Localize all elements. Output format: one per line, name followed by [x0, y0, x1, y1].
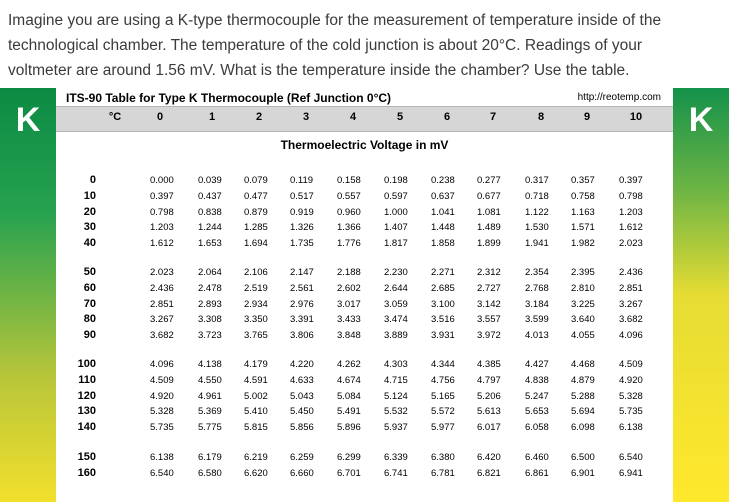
- table-cell: 1.448: [431, 222, 455, 234]
- table-cell: 1.244: [198, 222, 222, 234]
- question-line: technological chamber. The temperature of the cold junction is about 20°C. Readings of your: [8, 37, 643, 54]
- table-cell: 5.328: [619, 390, 643, 402]
- table-cell: 2.106: [244, 267, 268, 278]
- table-cell: 4.715: [384, 374, 408, 386]
- table-cell: 6.420: [477, 452, 501, 463]
- table-cell: 0.597: [384, 190, 408, 202]
- table-cell: 1.489: [477, 222, 501, 234]
- table-cell: 5.937: [384, 422, 408, 434]
- table-cell: 1.366: [337, 222, 361, 234]
- row-label: 30: [83, 221, 96, 234]
- table-cell: 1.203: [150, 222, 174, 234]
- table-cell: 2.436: [150, 282, 174, 294]
- table-cell: 1.612: [619, 222, 643, 234]
- table-cell: 2.271: [431, 267, 455, 278]
- table-cell: 0.437: [198, 190, 222, 202]
- table-cell: 4.303: [384, 359, 408, 370]
- table-cell: 3.557: [477, 314, 501, 326]
- row-label: 90: [83, 329, 96, 342]
- column-header: 0: [156, 111, 164, 123]
- table-cell: 2.354: [525, 267, 549, 278]
- table-cell: 1.000: [384, 206, 408, 218]
- table-cell: 0.198: [384, 175, 408, 186]
- table-cell: 2.851: [619, 282, 643, 294]
- row-label: 110: [78, 373, 96, 386]
- table-cell: 3.142: [477, 298, 501, 310]
- table-cell: 6.660: [290, 467, 314, 479]
- table-cell: 5.653: [525, 406, 549, 418]
- table-cell: 6.179: [198, 452, 222, 463]
- table-cell: 3.599: [525, 314, 549, 326]
- table-cell: 0.919: [290, 206, 314, 218]
- table-cell: 5.288: [571, 390, 595, 402]
- table-cell: 4.138: [198, 359, 222, 370]
- table-cell: 1.982: [571, 238, 595, 250]
- row-label: 80: [83, 313, 96, 326]
- table-cell: 5.532: [384, 406, 408, 418]
- table-cell: 1.326: [290, 222, 314, 234]
- question-text: [8, 8, 720, 83]
- table-cell: 1.081: [477, 206, 501, 218]
- table-cell: 0.517: [290, 190, 314, 202]
- table-cell: 4.262: [337, 359, 361, 370]
- table-cell: 0.677: [477, 190, 501, 202]
- column-header: 2: [255, 111, 263, 123]
- table-cell: 1.571: [571, 222, 595, 234]
- table-cell: 2.602: [337, 282, 361, 294]
- table-cell: 4.756: [431, 374, 455, 386]
- table-cell: 3.308: [198, 314, 222, 326]
- table-cell: 6.017: [477, 422, 501, 434]
- table-cell: 5.410: [244, 406, 268, 418]
- table-cell: 2.064: [198, 267, 222, 278]
- table-cell: 0.718: [525, 190, 549, 202]
- table-cell: 6.259: [290, 452, 314, 463]
- table-cell: 6.821: [477, 467, 501, 479]
- table-cell: 6.098: [571, 422, 595, 434]
- table-cell: 5.002: [244, 390, 268, 402]
- column-header: 7: [489, 111, 497, 123]
- table-cell: 6.058: [525, 422, 549, 434]
- table-cell: 4.591: [244, 374, 268, 386]
- table-cell: 3.806: [290, 330, 314, 342]
- table-cell: 4.550: [198, 374, 222, 386]
- table-cell: 5.491: [337, 406, 361, 418]
- table-cell: 6.861: [525, 467, 549, 479]
- table-cell: 4.385: [477, 359, 501, 370]
- table-cell: 4.509: [619, 359, 643, 370]
- table-cell: 0.798: [150, 206, 174, 218]
- table-cell: 3.931: [431, 330, 455, 342]
- table-title: ITS-90 Table for Type K Thermocouple (Ref Junction 0°C): [66, 91, 392, 105]
- column-header: 4: [349, 111, 357, 123]
- table-cell: 5.735: [619, 406, 643, 418]
- table-cell: 3.474: [384, 314, 408, 326]
- table-cell: 4.797: [477, 374, 501, 386]
- table-cell: 2.561: [290, 282, 314, 294]
- table-cell: 4.961: [198, 390, 222, 402]
- table-cell: 1.899: [477, 238, 501, 250]
- table-cell: 0.960: [337, 206, 361, 218]
- table-cell: 1.776: [337, 238, 361, 250]
- table-cell: 5.124: [384, 390, 408, 402]
- table-cell: 4.096: [150, 359, 174, 370]
- table-cell: 3.433: [337, 314, 361, 326]
- row-label: 10: [83, 189, 96, 202]
- table-cell: 3.516: [431, 314, 455, 326]
- table-cell: 3.350: [244, 314, 268, 326]
- table-cell: 6.941: [619, 467, 643, 479]
- table-cell: 5.613: [477, 406, 501, 418]
- table-cell: 2.976: [290, 298, 314, 310]
- table-cell: 0.397: [150, 190, 174, 202]
- table-cell: 2.851: [150, 298, 174, 310]
- table-cell: 0.879: [244, 206, 268, 218]
- table-cell: 2.478: [198, 282, 222, 294]
- table-url: http://reotemp.com: [577, 92, 661, 103]
- table-cell: 3.225: [571, 298, 595, 310]
- table-cell: 1.203: [619, 206, 643, 218]
- table-cell: 6.380: [431, 452, 455, 463]
- table-cell: 4.509: [150, 374, 174, 386]
- column-header: 6: [443, 111, 451, 123]
- table-cell: 2.023: [619, 238, 643, 250]
- table-cell: 0.277: [477, 175, 501, 186]
- table-cell: 1.285: [244, 222, 268, 234]
- table-cell: 4.920: [619, 374, 643, 386]
- table-cell: 0.477: [244, 190, 268, 202]
- table-cell: 3.267: [619, 298, 643, 310]
- table-cell: 2.188: [337, 267, 361, 278]
- question-line: Imagine you are using a K-type thermocouple for the measurement of temperature inside of the: [8, 12, 662, 29]
- table-cell: 1.530: [525, 222, 549, 234]
- table-cell: 6.138: [150, 452, 174, 463]
- table-cell: 3.765: [244, 330, 268, 342]
- table-cell: 4.096: [619, 330, 643, 342]
- table-cell: 5.856: [290, 422, 314, 434]
- table-cell: 3.723: [198, 330, 222, 342]
- table-cell: 4.879: [571, 374, 595, 386]
- table-cell: 5.815: [244, 422, 268, 434]
- table-cell: 4.179: [244, 359, 268, 370]
- row-label: 130: [77, 405, 96, 418]
- table-cell: 3.059: [384, 298, 408, 310]
- table-cell: 0.637: [431, 190, 455, 202]
- table-cell: 5.043: [290, 390, 314, 402]
- k-logo-right: K: [688, 101, 714, 139]
- row-label: 70: [83, 297, 96, 310]
- table-cell: 2.023: [150, 267, 174, 278]
- table-cell: 2.395: [571, 267, 595, 278]
- table-cell: 6.299: [337, 452, 361, 463]
- table-cell: 3.682: [619, 314, 643, 326]
- table-cell: 1.735: [290, 238, 314, 250]
- row-label: 120: [77, 389, 96, 402]
- row-label: 160: [77, 466, 96, 479]
- table-cell: 1.163: [571, 206, 595, 218]
- table-cell: 2.147: [290, 267, 314, 278]
- table-cell: 6.701: [337, 467, 361, 479]
- table-cell: 6.500: [571, 452, 595, 463]
- table-cell: 3.017: [337, 298, 361, 310]
- header-corner-degc: °C: [108, 111, 122, 123]
- column-header: 5: [396, 111, 404, 123]
- table-cell: 3.640: [571, 314, 595, 326]
- table-cell: 0.397: [619, 175, 643, 186]
- row-label: 140: [77, 421, 96, 434]
- table-cell: 5.694: [571, 406, 595, 418]
- table-cell: 0.079: [244, 175, 268, 186]
- table-cell: 0.158: [337, 175, 361, 186]
- row-label: 40: [83, 237, 96, 250]
- table-cell: 0.838: [198, 206, 222, 218]
- table-cell: 6.620: [244, 467, 268, 479]
- column-header: 10: [629, 111, 643, 123]
- table-subtitle: Thermoelectric Voltage in mV: [280, 138, 449, 152]
- table-cell: 0.317: [525, 175, 549, 186]
- table-cell: 3.184: [525, 298, 549, 310]
- table-cell: 4.427: [525, 359, 549, 370]
- table-cell: 0.357: [571, 175, 595, 186]
- table-cell: 3.972: [477, 330, 501, 342]
- table-cell: 2.893: [198, 298, 222, 310]
- table-cell: 4.220: [290, 359, 314, 370]
- table-cell: 6.339: [384, 452, 408, 463]
- table-cell: 5.165: [431, 390, 455, 402]
- table-cell: 0.798: [619, 190, 643, 202]
- table-cell: 6.540: [619, 452, 643, 463]
- table-cell: 4.633: [290, 374, 314, 386]
- table-cell: 6.741: [384, 467, 408, 479]
- voltage-table: [0, 88, 729, 502]
- table-cell: 2.436: [619, 267, 643, 278]
- table-cell: 5.572: [431, 406, 455, 418]
- column-header: 9: [583, 111, 591, 123]
- table-cell: 2.644: [384, 282, 408, 294]
- table-cell: 5.775: [198, 422, 222, 434]
- table-cell: 2.768: [525, 282, 549, 294]
- row-label: 60: [83, 281, 96, 294]
- table-cell: 3.267: [150, 314, 174, 326]
- table-cell: 0.000: [150, 175, 174, 186]
- table-cell: 1.858: [431, 238, 455, 250]
- table-cell: 3.682: [150, 330, 174, 342]
- table-cell: 5.735: [150, 422, 174, 434]
- k-logo-left: K: [15, 101, 41, 139]
- table-cell: 6.219: [244, 452, 268, 463]
- table-cell: 1.653: [198, 238, 222, 250]
- table-cell: 5.084: [337, 390, 361, 402]
- table-cell: 1.612: [150, 238, 174, 250]
- table-cell: 4.344: [431, 359, 455, 370]
- table-cell: 6.781: [431, 467, 455, 479]
- table-cell: 4.468: [571, 359, 595, 370]
- table-cell: 2.810: [571, 282, 595, 294]
- table-cell: 6.901: [571, 467, 595, 479]
- table-cell: 2.519: [244, 282, 268, 294]
- question-line: voltmeter are around 1.56 mV. What is the temperature inside the chamber? Use the table.: [8, 62, 630, 79]
- table-cell: 5.369: [198, 406, 222, 418]
- table-cell: 4.920: [150, 390, 174, 402]
- table-cell: 2.312: [477, 267, 501, 278]
- row-label: 50: [83, 266, 96, 278]
- table-cell: 4.013: [525, 330, 549, 342]
- table-cell: 4.838: [525, 374, 549, 386]
- table-cell: 2.230: [384, 267, 408, 278]
- table-cell: 0.039: [198, 175, 222, 186]
- row-label: 100: [77, 358, 96, 370]
- table-cell: 6.580: [198, 467, 222, 479]
- table-cell: 1.122: [525, 206, 549, 218]
- table-cell: 6.138: [619, 422, 643, 434]
- table-cell: 6.540: [150, 467, 174, 479]
- table-cell: 0.119: [290, 175, 314, 186]
- row-label: 0: [89, 174, 96, 186]
- table-cell: 1.941: [525, 238, 549, 250]
- table-cell: 0.557: [337, 190, 361, 202]
- table-cell: 5.977: [431, 422, 455, 434]
- thermocouple-table-image: [0, 88, 729, 502]
- column-header: 8: [537, 111, 545, 123]
- column-header: 3: [302, 111, 310, 123]
- table-cell: 5.450: [290, 406, 314, 418]
- table-cell: 1.407: [384, 222, 408, 234]
- table-cell: 4.674: [337, 374, 361, 386]
- row-label: 150: [77, 451, 96, 463]
- table-cell: 1.041: [431, 206, 455, 218]
- table-cell: 5.896: [337, 422, 361, 434]
- table-cell: 5.247: [525, 390, 549, 402]
- table-cell: 6.460: [525, 452, 549, 463]
- table-cell: 4.055: [571, 330, 595, 342]
- table-cell: 1.817: [384, 238, 408, 250]
- table-cell: 0.238: [431, 175, 455, 186]
- table-cell: 3.889: [384, 330, 408, 342]
- table-cell: 0.758: [571, 190, 595, 202]
- table-cell: 3.391: [290, 314, 314, 326]
- table-cell: 1.694: [244, 238, 268, 250]
- table-cell: 2.934: [244, 298, 268, 310]
- table-cell: 3.848: [337, 330, 361, 342]
- column-header: 1: [208, 111, 216, 123]
- table-cell: 3.100: [431, 298, 455, 310]
- table-cell: 2.685: [431, 282, 455, 294]
- table-cell: 2.727: [477, 282, 501, 294]
- table-cell: 5.328: [150, 406, 174, 418]
- table-cell: 5.206: [477, 390, 501, 402]
- row-label: 20: [83, 205, 96, 218]
